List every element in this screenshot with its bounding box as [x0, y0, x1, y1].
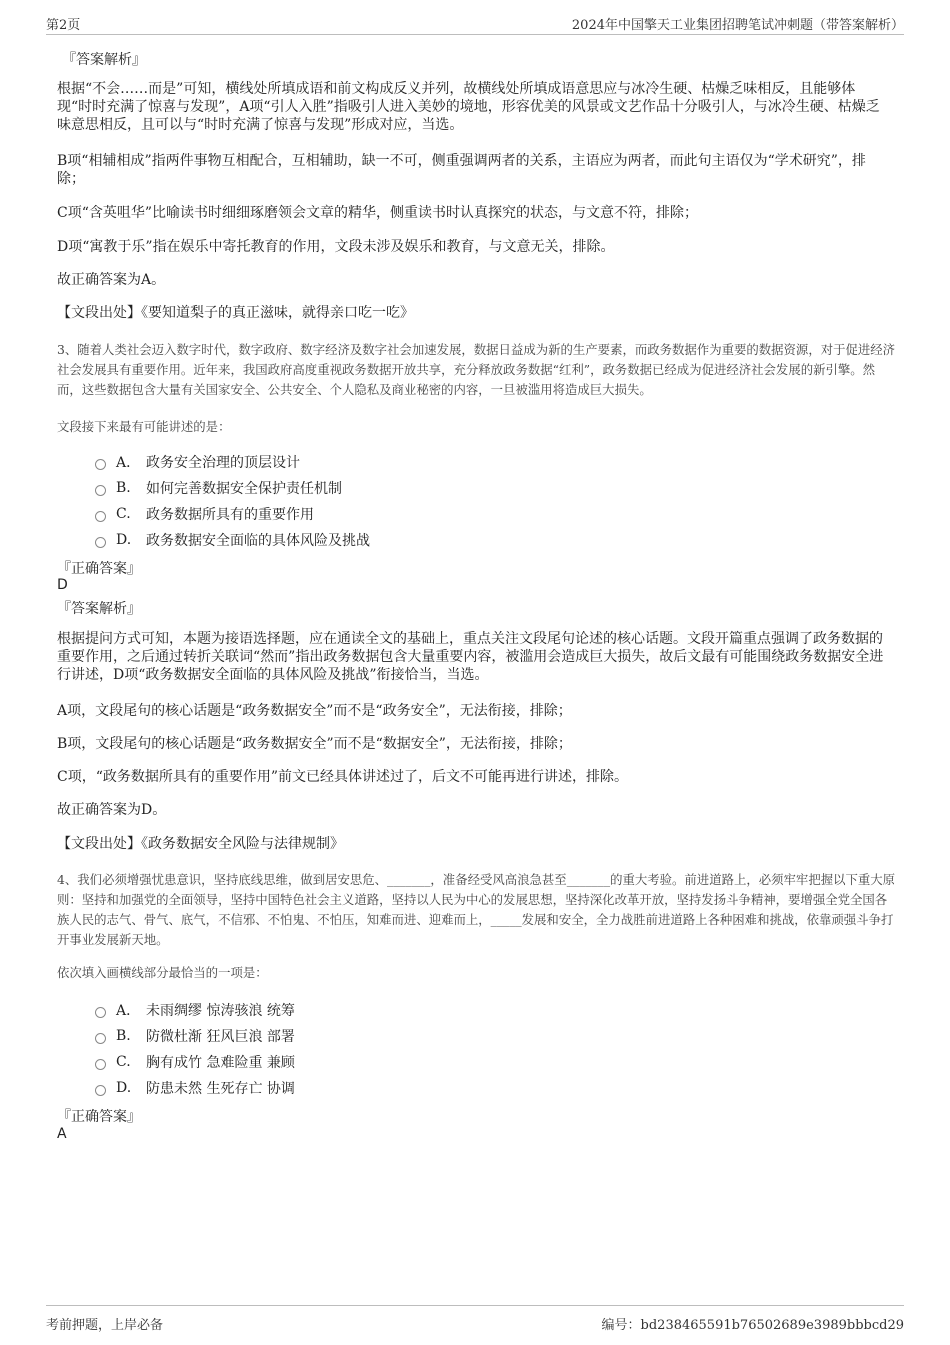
q3-analysis-paragraph: 根据提问方式可知，本题为接语选择题，应在通读全文的基础上，重点关注文段尾句论述的核心话题。文段开篇重点强调了政务数据的重要作用，之后通过转折关联词“然而”指出政务数据包含大量重要内容，被滥用会造成巨大损失，故后文最有可能围绕政务数据安全进行讲述，D项“政务数据安全面临的具体风险及挑战”衔接恰当，当选。 — [57, 631, 884, 683]
q4-option-d[interactable] — [95, 1078, 295, 1098]
q4-prompt: 依次填入画横线部分最恰当的一项是： — [57, 965, 268, 980]
option-text: 胸有成竹 急难险重 兼顾 — [146, 1055, 295, 1071]
option-letter: C. — [116, 1054, 131, 1070]
radio-button[interactable] — [95, 1059, 106, 1070]
q3-correct-label: 『正确答案』 — [57, 561, 141, 577]
q3-analysis-label: 『答案解析』 — [57, 601, 141, 617]
footer-slogan: 考前押题，上岸必备 — [46, 1318, 164, 1333]
page-number: 第2页 — [46, 18, 81, 33]
q3-analysis-option-c: C项，“政务数据所具有的重要作用”前文已经具体讲述过了，后文不可能再进行讲述，排除。 — [57, 769, 629, 785]
option-letter: D. — [116, 1080, 132, 1096]
q4-stem: 4、我们必须增强忧患意识，坚持底线思维，做到居安思危、_______，准备经受风高浪急甚至_______的重大考验。前进道路上，必须牢牢把握以下重大原则：坚持和加强党的全面领导，坚持中国特色社会主义道路，坚持以人民为中心的发展思想，坚持深化改革开放，坚持发扬斗争精神，要增强全党全国各族人民的志气、骨气、底气，不信邪、不怕鬼、不怕压，知难而进、迎难而上，_____发展和安全，全力战胜前进道路上各种困难和挑战，依靠顽强斗争打开事业发展新天地。 — [57, 872, 896, 947]
radio-button[interactable] — [95, 511, 106, 522]
q3-correct-answer: D — [57, 577, 68, 593]
q3-option-d[interactable] — [95, 530, 370, 550]
option-letter: B. — [116, 480, 131, 496]
radio-button[interactable] — [95, 485, 106, 496]
option-text: 如何完善数据安全保护责任机制 — [146, 481, 342, 497]
option-letter: B. — [116, 1028, 131, 1044]
q3-stem: 3、随着人类社会迈入数字时代，数字政府、数字经济及数字社会加速发展，数据日益成为新的生产要素，而政务数据作为重要的数据资源，对于促进经济社会发展具有重要作用。近年来，我国政府高度重视政务数据开放共享，充分释放政务数据“红利”，政务数据已经成为促进经济社会发展的新引擎。然而，这些数据包含大量有关国家安全、公共安全、个人隐私及商业秘密的内容，一旦被滥用将造成巨大损失。 — [57, 342, 896, 397]
q3-conclusion: 故正确答案为D。 — [57, 802, 167, 818]
q3-analysis-option-a: A项，文段尾句的核心话题是“政务数据安全”而不是“政务安全”，无法衔接，排除； — [57, 703, 572, 719]
option-letter: C. — [116, 506, 131, 522]
option-letter: A． — [116, 455, 141, 471]
q3-option-b[interactable] — [95, 478, 342, 498]
option-text: 政务安全治理的顶层设计 — [146, 455, 300, 471]
radio-button[interactable] — [95, 1007, 106, 1018]
q3-option-c[interactable] — [95, 504, 314, 524]
q2-source: 【文段出处】《要知道梨子的真正滋味，就得亲口吃一吃》 — [57, 305, 414, 321]
q4-option-a[interactable] — [95, 1000, 295, 1020]
page-footer — [46, 1305, 904, 1333]
option-letter: D. — [116, 532, 132, 548]
q4-correct-label: 『正确答案』 — [57, 1109, 141, 1125]
radio-button[interactable] — [95, 537, 106, 548]
option-text: 防患未然 生死存亡 协调 — [146, 1081, 295, 1097]
q4-correct-answer: A — [57, 1126, 67, 1142]
q2-analysis-paragraph: 根据“不会……而是”可知，横线处所填成语和前文构成反义并列，故横线处所填成语意思应与冰冷生硬、枯燥乏味相反，且能够体现“时时充满了惊喜与发现”，A项“引人入胜”指吸引人进入美妙的境地，形容优美的风景或文艺作品十分吸引人，与冰冷生硬、枯燥乏味意思相反，且可以与“时时充满了惊喜与发现”形成对应，当选。 — [57, 81, 880, 133]
q2-analysis-option-c: C项“含英咀华”比喻读书时细细琢磨领会文章的精华，侧重读书时认真探究的状态，与文意不符，排除； — [57, 205, 699, 221]
document-id: 编号：bd238465591b76502689e3989bbbcd29 — [601, 1318, 904, 1333]
option-text: 未雨绸缪 惊涛骇浪 统筹 — [146, 1003, 295, 1019]
q2-conclusion: 故正确答案为A。 — [57, 272, 166, 288]
option-text: 防微杜渐 狂风巨浪 部署 — [146, 1029, 295, 1045]
q3-source: 【文段出处】《政务数据安全风险与法律规制》 — [57, 836, 344, 852]
q2-analysis-label: 『答案解析』 — [62, 52, 146, 68]
radio-button[interactable] — [95, 1085, 106, 1096]
q3-prompt: 文段接下来最有可能讲述的是： — [57, 419, 231, 434]
q2-analysis-option-d: D项“寓教于乐”指在娱乐中寄托教育的作用，文段未涉及娱乐和教育，与文意无关，排除。 — [57, 239, 615, 255]
option-text: 政务数据所具有的重要作用 — [146, 507, 314, 523]
q4-option-c[interactable] — [95, 1052, 295, 1072]
document-title: 2024年中国擎天工业集团招聘笔试冲刺题（带答案解析） — [571, 18, 904, 33]
radio-button[interactable] — [95, 1033, 106, 1044]
q3-option-a[interactable] — [95, 452, 300, 472]
q2-analysis-option-b: B项“相辅相成”指两件事物互相配合，互相辅助，缺一不可，侧重强调两者的关系，主语应为两者，而此句主语仅为“学术研究”，排除； — [57, 153, 866, 187]
radio-button[interactable] — [95, 459, 106, 470]
page-header — [46, 14, 904, 35]
q3-analysis-option-b: B项，文段尾句的核心话题是“政务数据安全”而不是“数据安全”，无法衔接，排除； — [57, 736, 572, 752]
option-letter: A． — [116, 1003, 141, 1019]
option-text: 政务数据安全面临的具体风险及挑战 — [146, 533, 370, 549]
q4-option-b[interactable] — [95, 1026, 295, 1046]
